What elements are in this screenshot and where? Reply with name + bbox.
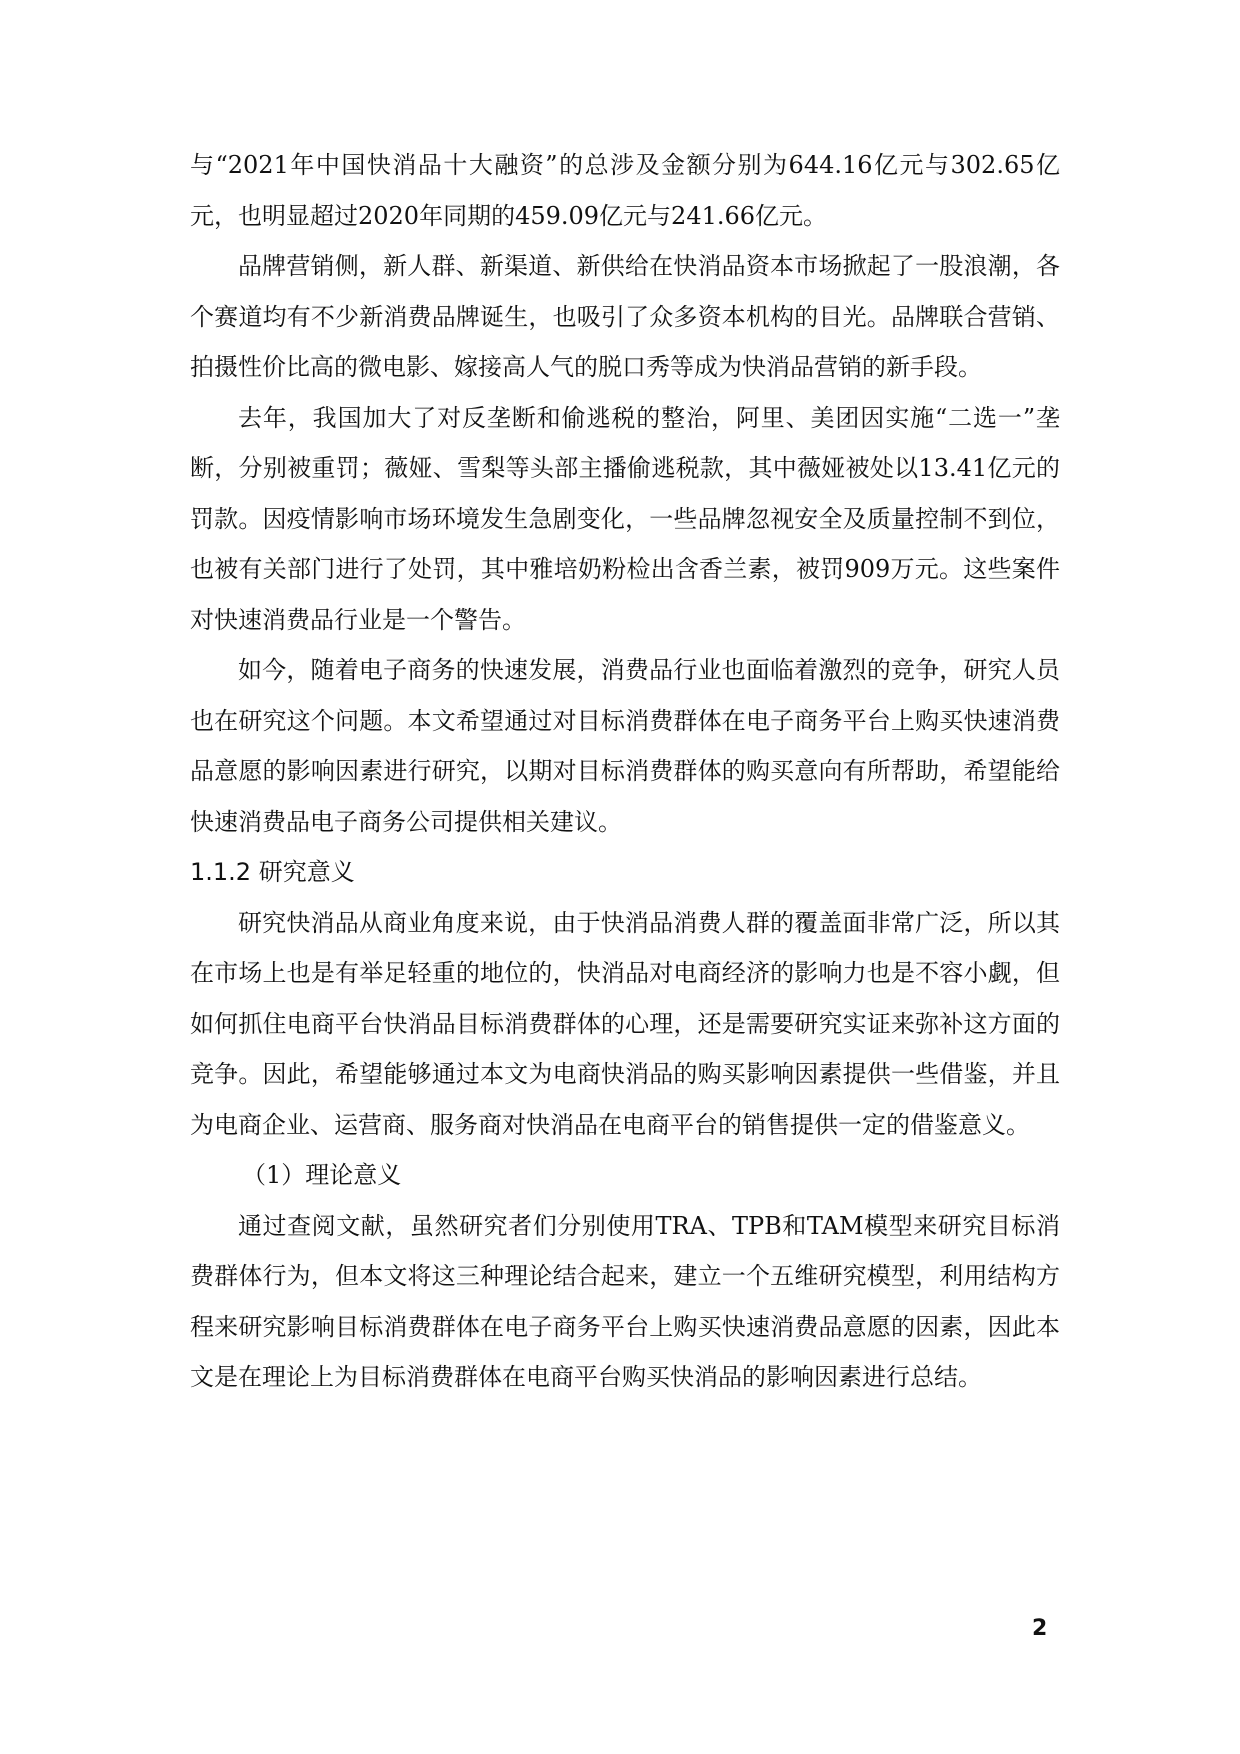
subsection-heading: （1）理论意义	[242, 1161, 402, 1189]
section-heading: 1.1.2 研究意义	[190, 858, 355, 886]
subsection-paragraph-1: 通过查阅文献，虽然研究者们分别使用TRA、TPB和TAM模型来研究目标消费群体行为，但本文将这三种理论结合起来，建立一个五维研究模型，利用结构方程来研究影响目标消费群体在电子商务平台上购买快速消费品意愿的因素，因此本文是在理论上为目标消费群体在电商平台购买快消品的影响因素进行总结。	[190, 1211, 1060, 1391]
page-number: 2	[1032, 1616, 1048, 1641]
body-paragraph-2: 品牌营销侧，新人群、新渠道、新供给在快消品资本市场掀起了一股浪潮，各个赛道均有不少新消费品牌诞生，也吸引了众多资本机构的目光。品牌联合营销、拍摄性价比高的微电影、嫁接高人气的脱口秀等成为快消品营销的新手段。	[190, 252, 1060, 381]
section-paragraph-1: 研究快消品从商业角度来说，由于快消品消费人群的覆盖面非常广泛，所以其在市场上也是有举足轻重的地位的，快消品对电商经济的影响力也是不容小觑，但如何抓住电商平台快消品目标消费群体的心理，还是需要研究实证来弥补这方面的竞争。因此，希望能够通过本文为电商快消品的购买影响因素提供一些借鉴，并且为电商企业、运营商、服务商对快消品在电商平台的销售提供一定的借鉴意义。	[190, 908, 1060, 1139]
body-paragraph-3: 去年，我国加大了对反垄断和偷逃税的整治，阿里、美团因实施“二选一”垄断，分别被重罚；薇娅、雪梨等头部主播偷逃税款，其中薇娅被处以13.41亿元的罚款。因疫情影响市场环境发生急剧变化，一些品牌忽视安全及质量控制不到位，也被有关部门进行了处罚，其中雅培奶粉检出含香兰素，被罚909万元。这些案件对快速消费品行业是一个警告。	[190, 403, 1060, 634]
page-body	[190, 140, 1060, 1403]
body-paragraph-4: 如今，随着电子商务的快速发展，消费品行业也面临着激烈的竞争，研究人员也在研究这个问题。本文希望通过对目标消费群体在电子商务平台上购买快速消费品意愿的影响因素进行研究，以期对目标消费群体的购买意向有所帮助，希望能给快速消费品电子商务公司提供相关建议。	[190, 656, 1060, 836]
body-paragraph-1: 与“2021年中国快消品十大融资”的总涉及金额分别为644.16亿元与302.65亿元，也明显超过2020年同期的459.09亿元与241.66亿元。	[190, 151, 1060, 230]
